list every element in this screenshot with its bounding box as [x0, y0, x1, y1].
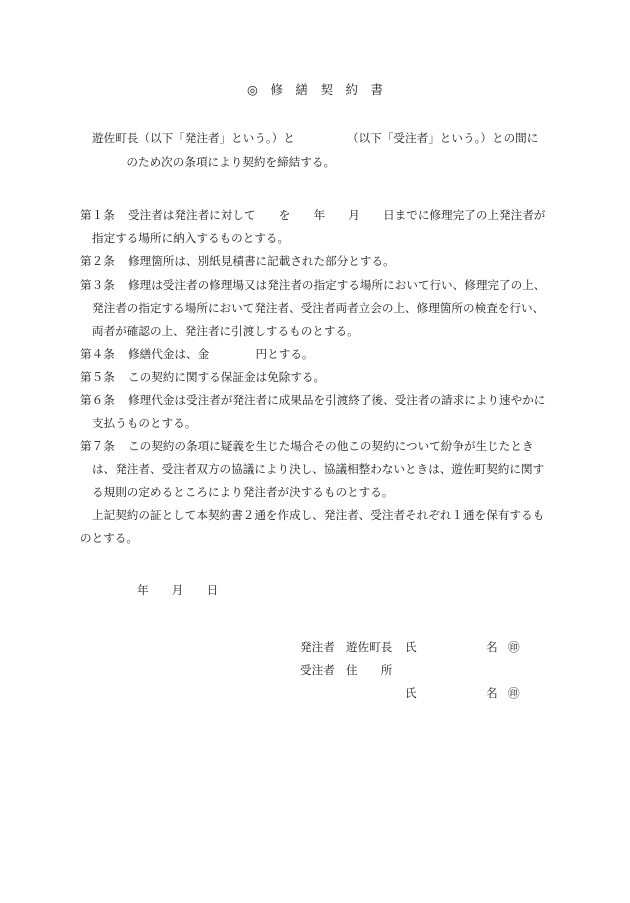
client-name: 遊佐町長	[346, 640, 393, 654]
article-1-line-2: 指定する場所に納入するものとする。	[92, 231, 290, 245]
article-6-number: 第６条	[80, 393, 115, 407]
client-name-label-mei: 名	[486, 640, 498, 654]
article-3-line-2: 発注者の指定する場所において発注者、受注者両者立会の上、修理箇所の検査を行い、	[92, 301, 545, 315]
article-1-number: 第１条	[80, 208, 115, 222]
article-3-line-3: 両者が確認の上、発注者に引渡しするものとする。	[92, 324, 359, 338]
client-role-label: 発注者	[300, 640, 335, 654]
contractor-name-label-shi: 氏	[405, 686, 417, 700]
closing-line-1: 上記契約の証として本契約書２通を作成し、発注者、受注者それぞれ１通を保有するも	[92, 508, 545, 522]
article-5-number: 第５条	[80, 370, 115, 384]
intro-line-2: のため次の条項により契約を締結する。	[80, 155, 336, 169]
article-5-line-1: この契約に関する保証金は免除する。	[128, 370, 326, 384]
article-7-line-1: この契約の条項に疑義を生じた場合その他この契約について紛争が生じたとき	[128, 439, 534, 453]
client-seal-mark: ㊞	[508, 640, 520, 654]
contractor-name-label-mei: 名	[486, 686, 498, 700]
contractor-seal-mark: ㊞	[508, 686, 520, 700]
contract-date: 年 月 日	[137, 583, 219, 597]
document-title: ◎ 修 繕 契 約 書	[247, 82, 383, 97]
article-7-line-3: る規則の定めるところにより発注者が決するものとする。	[92, 485, 394, 499]
article-3-line-1: 修理は受注者の修理場又は発注者の指定する場所において行い、修理完了の上、	[128, 278, 546, 292]
closing-line-2: のとする。	[80, 531, 138, 545]
article-7-line-2: は、発注者、受注者双方の協議により決し、協議相整わないときは、遊佐町契約に関す	[92, 462, 545, 476]
article-6-line-2: 支払うものとする。	[92, 416, 197, 430]
contractor-role-label: 受注者	[300, 663, 335, 677]
article-1-line-1: 受注者は発注者に対して を 年 月 日までに修理完了の上発注者が	[128, 208, 546, 222]
client-name-label-shi: 氏	[405, 640, 417, 654]
article-4-number: 第４条	[80, 347, 115, 361]
article-2-number: 第２条	[80, 254, 115, 268]
article-6-line-1: 修理代金は受注者が発注者に成果品を引渡終了後、受注者の請求により速やかに	[128, 393, 546, 407]
article-2-line-1: 修理箇所は、別紙見積書に記載された部分とする。	[128, 254, 395, 268]
article-4-line-1: 修繕代金は、金 円とする。	[128, 347, 314, 361]
article-7-number: 第７条	[80, 439, 115, 453]
intro-line-1: 遊佐町長（以下「発注者」という。）と （以下「受注者」という。）との間に	[92, 131, 539, 145]
article-3-number: 第３条	[80, 278, 115, 292]
contractor-address-label: 住 所	[346, 663, 393, 677]
